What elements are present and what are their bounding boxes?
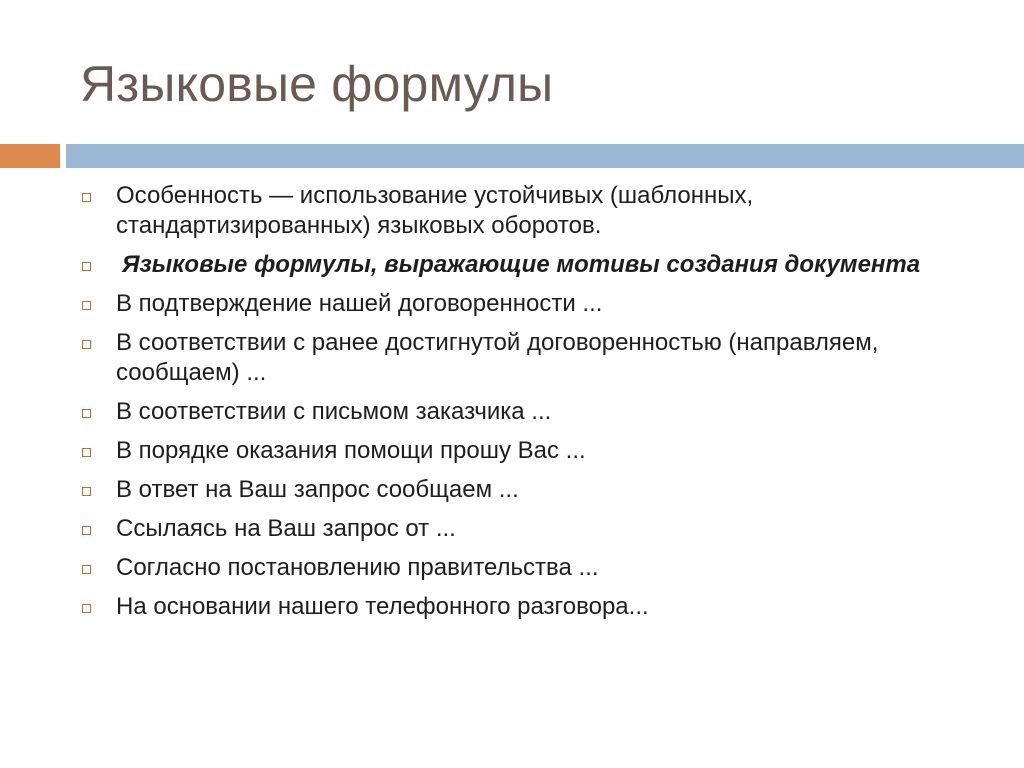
square-bullet-icon xyxy=(82,340,91,349)
accent-bar xyxy=(0,144,60,168)
bullet-item xyxy=(82,289,982,319)
bullet-item xyxy=(82,553,982,583)
bullet-text: Особенность — использование устойчивых (шаблонных, стандартизированных) языковых оборотов. xyxy=(116,182,754,239)
bullet-text: В порядке оказания помощи прошу Вас ... xyxy=(116,437,586,464)
bullet-text: Ссылаясь на Ваш запрос от ... xyxy=(116,515,456,542)
bullet-item xyxy=(82,514,982,544)
square-bullet-icon xyxy=(82,262,91,271)
square-bullet-icon xyxy=(82,448,91,457)
square-bullet-icon xyxy=(82,487,91,496)
square-bullet-icon xyxy=(82,565,91,574)
bullet-item-emphasis xyxy=(82,250,982,280)
title-divider-bar xyxy=(66,144,1024,168)
bullet-text: В ответ на Ваш запрос сообщаем ... xyxy=(116,476,519,503)
square-bullet-icon xyxy=(82,526,91,535)
slide-title: Языковые формулы xyxy=(80,56,554,112)
bullet-list xyxy=(82,181,982,631)
square-bullet-icon xyxy=(82,604,91,613)
bullet-text: В соответствии с письмом заказчика ... xyxy=(116,398,552,425)
bullet-text: На основании нашего телефонного разговора... xyxy=(116,593,649,620)
bullet-item xyxy=(82,592,982,622)
square-bullet-icon xyxy=(82,409,91,418)
bullet-text: Согласно постановлению правительства ... xyxy=(116,554,599,581)
bullet-item xyxy=(82,397,982,427)
square-bullet-icon xyxy=(82,301,91,310)
bullet-text: В соответствии с ранее достигнутой договоренностью (направляем, сообщаем) ... xyxy=(116,329,879,386)
bullet-item xyxy=(82,181,982,241)
square-bullet-icon xyxy=(82,193,91,202)
bullet-item xyxy=(82,436,982,466)
bullet-text: Языковые формулы, выражающие мотивы создания документа xyxy=(122,251,921,278)
bullet-item xyxy=(82,475,982,505)
bullet-item xyxy=(82,328,982,388)
bullet-text: В подтверждение нашей договоренности ... xyxy=(116,290,603,317)
